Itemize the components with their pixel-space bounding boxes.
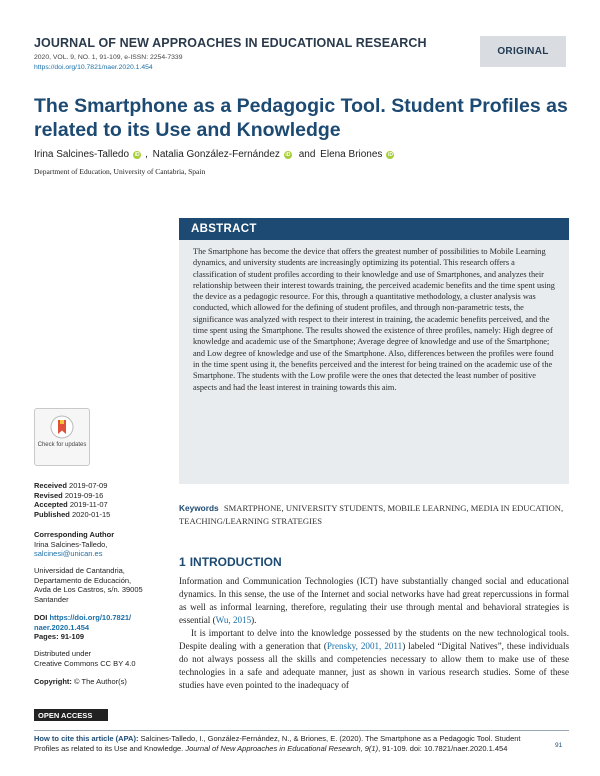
orcid-icon[interactable]: iD xyxy=(134,151,140,158)
revised-label: Revised xyxy=(34,490,63,500)
footer-divider xyxy=(34,730,569,731)
section-number: 1 xyxy=(179,555,186,569)
keywords-block xyxy=(179,502,569,527)
doi-link-continued[interactable]: naer.2020.1.454 xyxy=(34,622,90,632)
revised-date: 2019-09-16 xyxy=(64,490,104,500)
address-line: Departamento de Educación, xyxy=(34,575,132,585)
citation-text: Salcines-Talledo, I., González-Fernández, N., & Briones, E. (2020). The Smartphone as a Pedagogic Tool. Student Profiles as related to its Use and Knowledge. xyxy=(34,734,521,753)
journal-doi-link[interactable]: https://doi.org/10.7821/naer.2020.1.454 xyxy=(34,64,153,71)
article-type-badge: ORIGINAL xyxy=(480,36,566,67)
affiliation: Department of Education, University of Cantabria, Spain xyxy=(34,167,206,176)
introduction-body xyxy=(179,575,569,692)
section-title: INTRODUCTION xyxy=(189,555,282,569)
page-number: 91 xyxy=(555,742,563,749)
citation-link[interactable]: Prensky, 2001, 2011 xyxy=(326,641,403,651)
open-access-badge: OPEN ACCESS xyxy=(34,709,108,721)
citation-footer xyxy=(34,734,524,753)
pages-value: 91-109 xyxy=(60,632,85,641)
author-name: Elena Briones xyxy=(320,149,383,160)
copyright-label: Copyright: xyxy=(34,677,72,686)
section-heading xyxy=(179,555,282,569)
keywords-text: SMARTPHONE, UNIVERSITY STUDENTS, MOBILE LEARNING, MEDIA IN EDUCATION, TEACHING/LEARNING STRATEGIES xyxy=(179,503,564,526)
check-for-updates-label: Check for updates xyxy=(37,442,87,448)
address-line: Santander xyxy=(34,594,69,604)
author-list xyxy=(34,149,396,160)
author-address xyxy=(34,566,143,604)
doi-link[interactable]: https://doi.org/10.7821/ xyxy=(49,613,132,622)
license-name: Creative Commons CC BY 4.0 xyxy=(34,658,136,668)
received-date: 2019-07-09 xyxy=(69,481,108,490)
citation-text-end: , 91-109. doi: 10.7821/naer.2020.1.454 xyxy=(378,743,508,753)
license-info xyxy=(34,649,136,668)
orcid-icon[interactable]: iD xyxy=(387,151,393,158)
published-date: 2020-01-15 xyxy=(71,509,111,519)
author-separator: and xyxy=(295,149,319,160)
paragraph-text: Information and Communication Technologies (ICT) have substantially changed social and educational dynamics. In this sense, the use of the Internet and social networks have had great repercussions in formal as well as informal learning, therefore, regulating their use through mental and behavioral strategies is essential ( xyxy=(179,576,569,625)
copyright-value: © The Author(s) xyxy=(74,677,127,686)
citation-lead: How to cite this article (APA): xyxy=(34,734,139,743)
citation-journal: Journal of New Approaches in Educational Research, 9(1) xyxy=(185,743,379,753)
accepted-label: Accepted xyxy=(34,500,68,509)
article-title: The Smartphone as a Pedagogic Tool. Student Profiles as related to its Use and Knowledge xyxy=(34,95,568,141)
paragraph xyxy=(179,627,569,692)
author-separator: , xyxy=(145,149,151,160)
keywords-label: Keywords xyxy=(179,503,219,513)
accepted-date: 2019-11-07 xyxy=(69,500,108,509)
citation-link[interactable]: Wu, 2015 xyxy=(215,615,252,625)
address-line: Universidad de Cantandria, xyxy=(34,566,125,575)
address-line: Avda de Los Castros, s/n. 39005 xyxy=(34,585,143,594)
check-for-updates-button[interactable] xyxy=(34,408,90,466)
license-line: Distributed under xyxy=(34,649,92,658)
paragraph-text: ). xyxy=(251,615,257,625)
corresponding-email-link[interactable]: salcinesi@unican.es xyxy=(34,549,103,558)
abstract-text: The Smartphone has become the device that offers the greatest number of possibilities to Mobile Learning dynamics, and university students are increasingly optimizing its potential. This research offers a classification of student profiles according to their knowledge and use of Smartphones, and analyzes their relationship between their interest towards training, the perceived academic benefits and the time spent using the device as a pedagogic resource. For this, through a quantitative methodology, a cluster analysis was conducted, which allowed for the defining of student profiles, and through non-parametric tests, the significance was analyzed with respect to their interest in training, the academic benefits perceived, and the time spent using the Smartphone. The results showed the existence of three profiles, namely: High degree of knowledge and academic use of the Smartphone; Average degree of knowledge and use of the Smartphone; and Low degree of knowledge and use of the Smartphone. Also, differences between the profiles were found in the time spent using it, the benefits perceived and the interest for being trained on the academic use of the Smartphone. The students with the Low profile were the ones that detected the least number of positive aspects and had the least interest in training towards this aim. xyxy=(193,247,555,392)
article-dates xyxy=(34,481,110,519)
corresponding-author xyxy=(34,530,114,559)
author-name: Natalia González-Fernández xyxy=(152,149,280,160)
author-name: Irina Salcines-Talledo xyxy=(34,149,130,160)
abstract-panel xyxy=(179,218,569,484)
published-label: Published xyxy=(34,509,70,519)
pages-label: Pages: xyxy=(34,632,59,641)
paragraph-text: It is important to delve into the knowledge possessed by the students on the new technological tools. Despite dealing with a generation that ( xyxy=(179,628,569,651)
doi-block xyxy=(34,613,131,642)
paragraph xyxy=(179,575,569,627)
corresponding-author-label: Corresponding Author xyxy=(34,530,115,539)
copyright-info xyxy=(34,677,127,687)
paragraph-text: ) labeled “Digital Natives”, these individuals do not always possess all the skills and competencies necessary to allow them to make use of these technologies in a safe and adequate manner, just as shown in various research studies. Some of these studies have even pointed to the inadequacy of xyxy=(179,641,570,690)
journal-volume-info: 2020, VOL. 9, NO. 1, 91-109, e-ISSN: 2254-7339 xyxy=(34,54,183,61)
orcid-icon[interactable]: iD xyxy=(285,151,291,158)
bookmark-check-icon xyxy=(50,415,74,439)
abstract-heading: ABSTRACT xyxy=(179,218,569,240)
doi-label: DOI xyxy=(34,613,48,622)
received-label: Received xyxy=(34,481,67,490)
journal-title: JOURNAL OF NEW APPROACHES IN EDUCATIONAL RESEARCH xyxy=(34,36,427,50)
corresponding-author-name: Irina Salcines-Talledo, xyxy=(34,539,108,549)
journal-meta xyxy=(34,53,183,73)
